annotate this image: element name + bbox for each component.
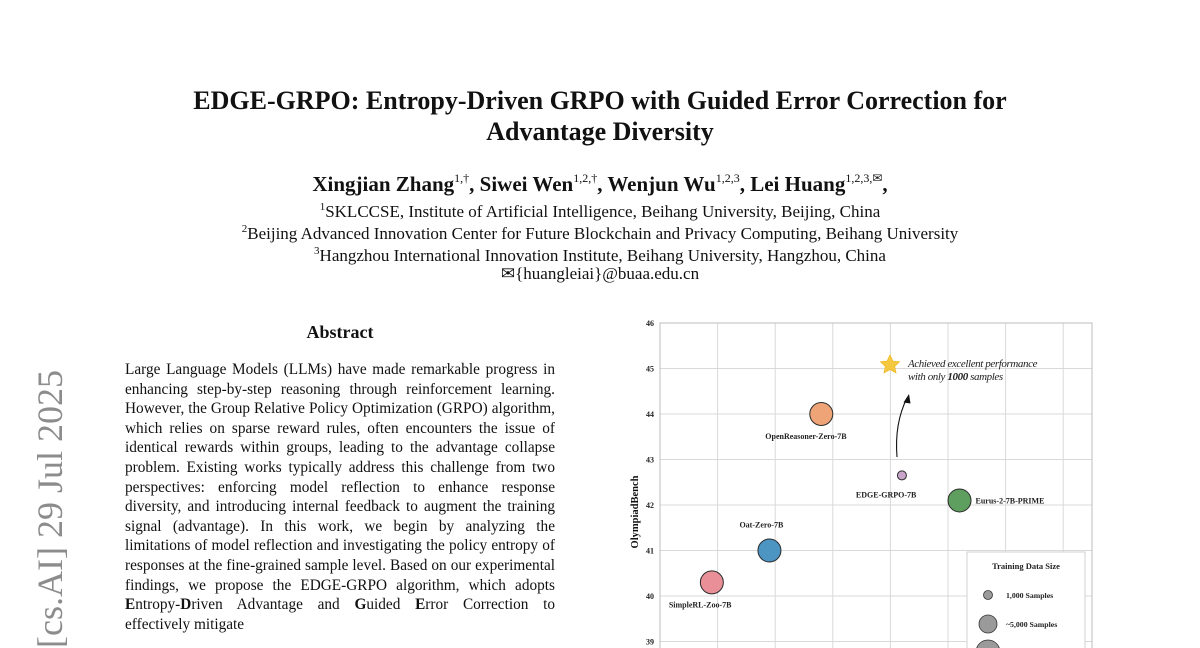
title-line-2: Advantage Diversity — [486, 117, 714, 146]
annotation-arrowhead — [904, 394, 911, 404]
bubble-label: SimpleRL-Zoo-7B — [668, 600, 732, 610]
chart-canvas — [620, 312, 1100, 648]
y-tick-label: 42 — [646, 501, 654, 510]
y-tick-label: 40 — [646, 592, 654, 601]
legend-marker-5000 — [979, 615, 997, 633]
annotation-arrow — [897, 398, 907, 457]
y-axis-label: OlympiadBench — [630, 475, 641, 549]
y-tick-label: 45 — [646, 364, 654, 374]
y-tick-label: 46 — [646, 319, 654, 328]
chart-legend — [967, 552, 1085, 648]
annotation-line-1: Achieved excellent performance — [908, 358, 1038, 370]
author-2: Siwei Wen$^{1,2,\dagger}$, — [479, 171, 608, 196]
bubble-openreasoner-zero-7b — [810, 403, 833, 426]
legend-title: Training Data Size — [992, 561, 1060, 571]
y-tick-label: 39 — [646, 637, 654, 647]
affiliation-2: $^2$Beijing Advanced Innovation Center for Future Blockchain and Privacy Computing, Beihang University — [241, 223, 959, 243]
paper-title — [100, 85, 1100, 147]
y-tick-label: 41 — [646, 546, 654, 556]
annotation-line-2: with only 1000 samples — [908, 371, 1003, 383]
arxiv-identifier-stamp: [cs.AI] 29 Jul 2025 — [30, 370, 70, 648]
y-tick-label: 43 — [646, 455, 654, 465]
bubble-label: OpenReasoner-Zero-7B — [765, 432, 847, 441]
bubble-simplerl-zoo-7b — [700, 571, 723, 594]
contact-email[interactable]: ✉{huangleiai}@buaa.edu.cn — [500, 264, 700, 283]
bubble-label: EDGE-GRPO-7B — [855, 490, 917, 500]
bubble-eurus-2-7b-prime — [948, 489, 971, 512]
abstract-heading: Abstract — [306, 322, 374, 342]
y-tick-labels — [646, 319, 654, 647]
bubble-label: Oat-Zero-7B — [739, 520, 784, 530]
y-tick-label: 44 — [646, 410, 654, 419]
author-4: Lei Huang$^{1,2,3,✉}$, — [750, 171, 888, 196]
legend-label-5000: ~5,000 Samples — [1006, 620, 1058, 629]
abstract-text: Large Language Models (LLMs) have made remarkable progress in enhancing step-by-step reasoning through reinforcement learning. However, the Group Relative Policy Optimization (GRPO) algorithm, which relies on sparse reward rules, often encounters the issue of identical rewards within groups, leading to the advantage collapse problem. Existing works typically address this challenge from two perspectives: enforcing model reflection to enhance response diversity, and introducing internal feedback to augment the training signal (advantage). In this work, we begin by analyzing the limitations of model reflection and investigating the policy entropy of responses at the fine-grained sample level. Based on our experimental findings, we propose the EDGE-GRPO algorithm, which adopts Entropy-Driven Advantage and Guided Error Correction to effectively mitigate — [125, 361, 555, 633]
author-list — [100, 165, 1100, 197]
affiliation-3: $^3$Hangzhou International Innovation Institute, Beihang University, Hangzhou, China — [314, 245, 886, 265]
author-1: Xingjian Zhang$^{1,\dagger}$, — [312, 171, 480, 196]
title-line-1: EDGE-GRPO: Entropy-Driven GRPO with Guided Error Correction for — [193, 86, 1007, 115]
performance-bubble-chart — [620, 312, 1100, 648]
legend-marker-1000 — [984, 591, 993, 600]
bubble-edge-grpo-7b — [897, 471, 906, 480]
bubble-label: Eurus-2-7B-PRIME — [975, 496, 1045, 506]
annotation — [881, 355, 1038, 457]
affiliation-1: $^1$SKLCCSE, Institute of Artificial Intelligence, Beihang University, Beijing, China — [319, 201, 881, 221]
legend-label-1000: 1,000 Samples — [1006, 591, 1054, 600]
author-3: Wenjun Wu$^{1,2,3}$, — [607, 171, 751, 196]
bubble-oat-zero-7b — [758, 539, 781, 562]
